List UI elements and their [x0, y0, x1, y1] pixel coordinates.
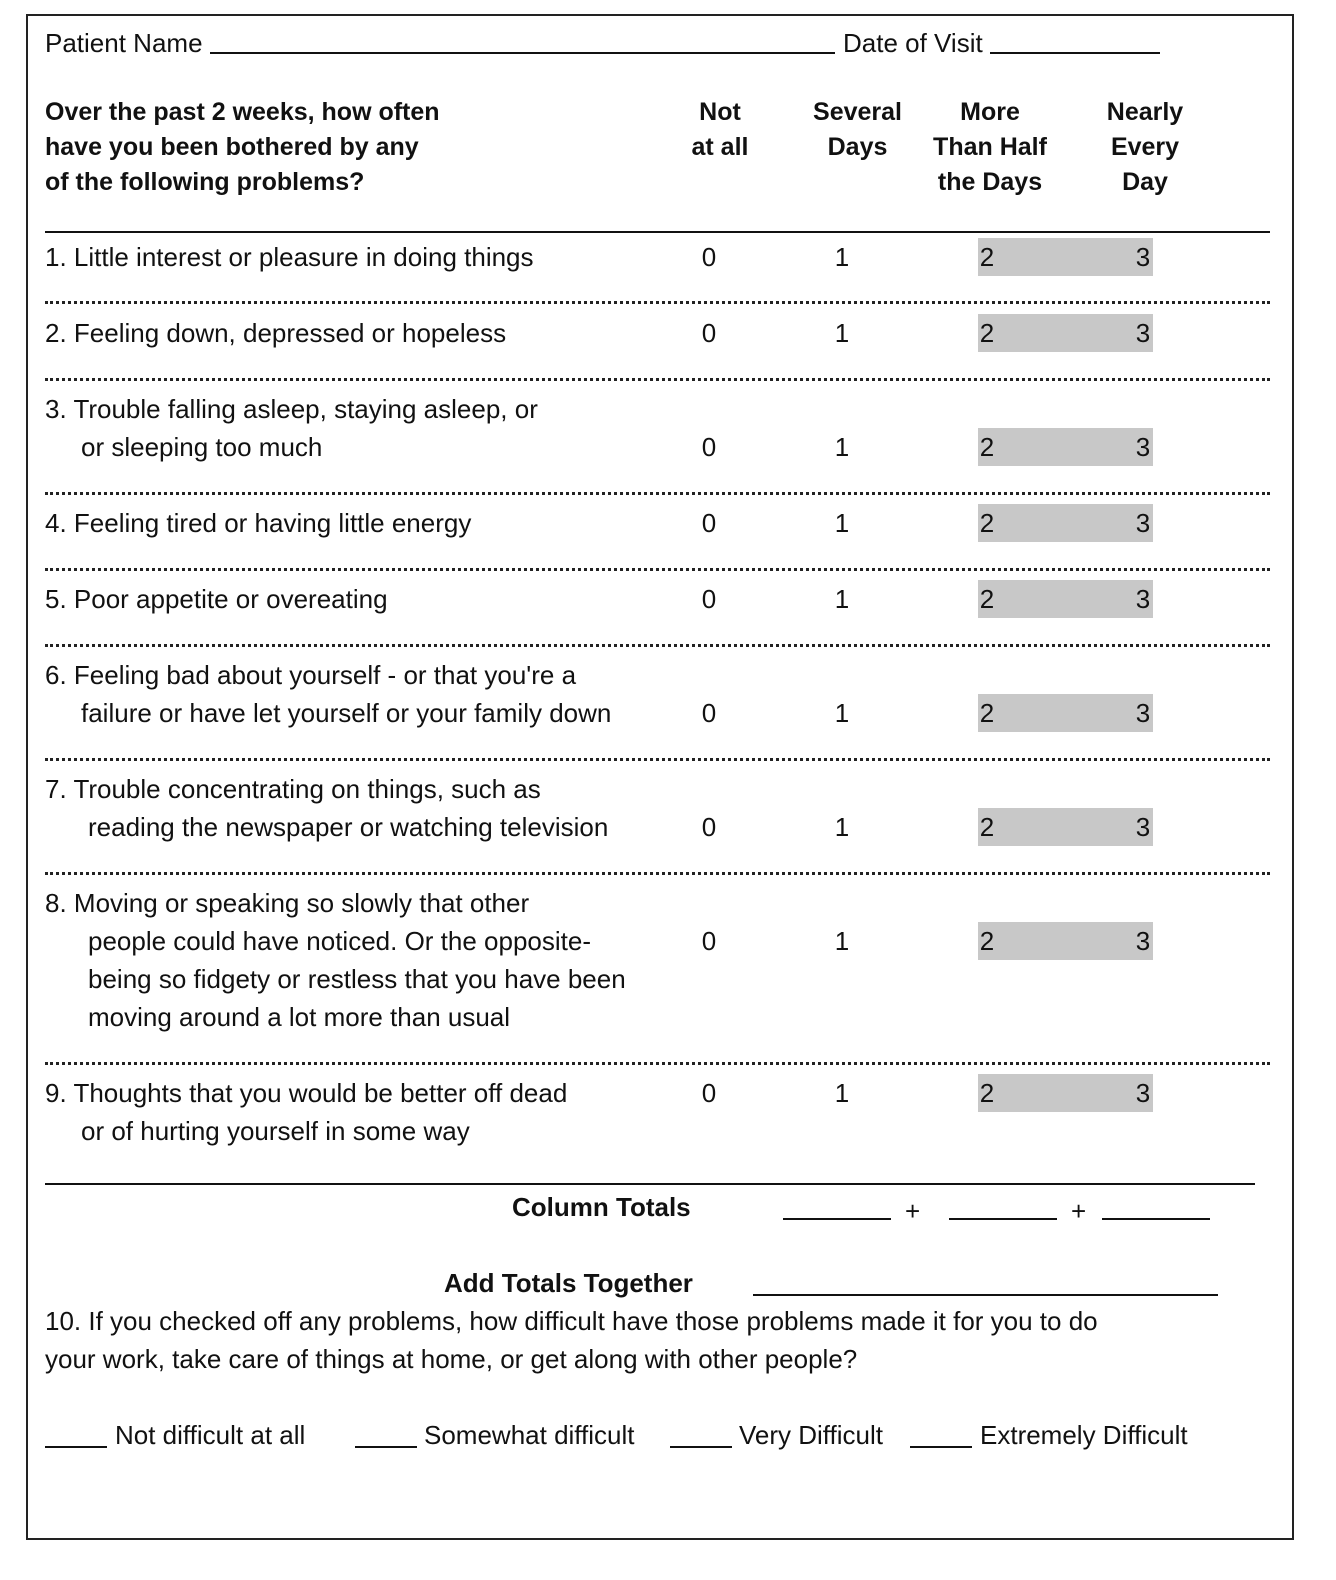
question-item [45, 580, 388, 618]
score-option[interactable]: 2 [979, 432, 995, 462]
score-option[interactable]: 1 [834, 812, 850, 842]
score-option[interactable]: 2 [979, 508, 995, 538]
score-option[interactable]: 0 [701, 812, 717, 842]
question-text: 1. Little interest or pleasure in doing things [45, 242, 534, 272]
score-option[interactable]: 0 [701, 698, 717, 728]
score-option[interactable]: 2 [979, 242, 995, 272]
score-highlight [978, 808, 1153, 846]
question-text: 9. Thoughts that you would be better off dead [45, 1078, 568, 1108]
header-line: Several [813, 98, 902, 126]
score-highlight [978, 238, 1153, 276]
grand-total-field[interactable] [753, 1294, 1218, 1296]
score-highlight [978, 694, 1153, 732]
plus-sign: + [1071, 1196, 1087, 1226]
question-item [45, 238, 534, 276]
score-option[interactable]: 3 [1135, 812, 1151, 842]
header-nearly-every-day [1085, 95, 1205, 200]
question-text: 8. Moving or speaking so slowly that other [45, 888, 530, 918]
prompt-line: have you been bothered by any [45, 133, 419, 161]
difficulty-checkbox[interactable] [910, 1446, 972, 1448]
plus-sign: + [905, 1196, 921, 1226]
header-more-than-half [920, 95, 1060, 200]
score-option[interactable]: 1 [834, 508, 850, 538]
score-option[interactable]: 1 [834, 698, 850, 728]
question-text: 3. Trouble falling asleep, staying asleep, or [45, 394, 538, 424]
add-totals-label: Add Totals Together [444, 1268, 693, 1298]
score-option[interactable]: 1 [834, 926, 850, 956]
question-text: 4. Feeling tired or having little energy [45, 508, 472, 538]
score-option[interactable]: 1 [834, 1078, 850, 1108]
row-divider [45, 378, 1270, 381]
header-not-at-all [660, 95, 780, 165]
question-text: people could have noticed. Or the opposite- [88, 926, 592, 956]
patient-name-field[interactable] [210, 52, 835, 54]
score-highlight [978, 922, 1153, 960]
score-highlight [978, 428, 1153, 466]
header-line: Days [827, 133, 888, 161]
totals-rule [45, 1183, 1255, 1185]
score-option[interactable]: 0 [701, 432, 717, 462]
score-option[interactable]: 1 [834, 318, 850, 348]
score-option[interactable]: 0 [701, 584, 717, 614]
score-option[interactable]: 3 [1135, 508, 1151, 538]
header-line: Not [699, 98, 741, 126]
score-highlight [978, 314, 1153, 352]
difficulty-option: Very Difficult [739, 1420, 884, 1450]
question-10-line: 10. If you checked off any problems, how difficult have those problems made it for you to do [45, 1306, 1098, 1336]
header-line: Day [1122, 168, 1168, 196]
question-text: 2. Feeling down, depressed or hopeless [45, 318, 507, 348]
question-10-line: your work, take care of things at home, or get along with other people? [45, 1344, 858, 1374]
row-divider [45, 644, 1270, 647]
header-line: Than Half [933, 133, 1047, 161]
score-option[interactable]: 3 [1135, 242, 1151, 272]
score-option[interactable]: 3 [1135, 698, 1151, 728]
row-divider [45, 301, 1270, 304]
score-highlight [978, 1074, 1153, 1112]
header-line: Nearly [1106, 98, 1184, 126]
question-item [45, 656, 611, 732]
question-text: moving around a lot more than usual [88, 1002, 511, 1032]
row-divider [45, 872, 1270, 875]
difficulty-option: Somewhat difficult [424, 1420, 635, 1450]
row-divider [45, 1062, 1270, 1065]
row-divider [45, 758, 1270, 761]
row-divider [45, 492, 1270, 495]
date-of-visit-field[interactable] [990, 52, 1160, 54]
column-totals-label: Column Totals [512, 1192, 691, 1222]
column-total-field[interactable] [949, 1218, 1057, 1220]
score-option[interactable]: 3 [1135, 584, 1151, 614]
score-option[interactable]: 3 [1135, 318, 1151, 348]
question-text: 6. Feeling bad about yourself - or that you're a [45, 660, 577, 690]
question-text: failure or have let yourself or your family down [81, 698, 612, 728]
question-prompt [45, 95, 440, 200]
score-option[interactable]: 0 [701, 318, 717, 348]
score-option[interactable]: 0 [701, 1078, 717, 1108]
header-line: Every [1110, 133, 1180, 161]
score-option[interactable]: 0 [701, 508, 717, 538]
header-several-days [800, 95, 915, 165]
question-text: reading the newspaper or watching television [88, 812, 609, 842]
score-option[interactable]: 3 [1135, 926, 1151, 956]
score-option[interactable]: 2 [979, 1078, 995, 1108]
header-line: at all [691, 133, 749, 161]
score-option[interactable]: 1 [834, 432, 850, 462]
score-option[interactable]: 2 [979, 698, 995, 728]
difficulty-option: Not difficult at all [115, 1420, 306, 1450]
question-item [45, 390, 538, 466]
score-option[interactable]: 3 [1135, 1078, 1151, 1108]
header-line: More [960, 98, 1020, 126]
question-item [45, 884, 626, 1036]
score-highlight [978, 504, 1153, 542]
question-item [45, 1074, 567, 1150]
header-line: the Days [937, 168, 1043, 196]
score-option[interactable]: 0 [701, 242, 717, 272]
row-divider [45, 568, 1270, 571]
difficulty-option: Extremely Difficult [980, 1420, 1188, 1450]
score-option[interactable]: 3 [1135, 432, 1151, 462]
difficulty-checkbox[interactable] [355, 1446, 417, 1448]
score-option[interactable]: 2 [979, 926, 995, 956]
question-item [45, 504, 471, 542]
question-10 [45, 1302, 1098, 1378]
column-total-field[interactable] [783, 1218, 891, 1220]
difficulty-checkbox[interactable] [670, 1446, 732, 1448]
question-text: being so fidgety or restless that you have been [88, 964, 626, 994]
question-text: or of hurting yourself in some way [81, 1116, 470, 1146]
prompt-line: of the following problems? [45, 168, 365, 196]
question-text: 5. Poor appetite or overeating [45, 584, 388, 614]
score-option[interactable]: 1 [834, 584, 850, 614]
prompt-line: Over the past 2 weeks, how often [45, 98, 440, 126]
question-text: or sleeping too much [81, 432, 323, 462]
column-total-field[interactable] [1102, 1218, 1210, 1220]
score-option[interactable]: 2 [979, 812, 995, 842]
date-of-visit-label: Date of Visit [843, 28, 983, 58]
score-option[interactable]: 0 [701, 926, 717, 956]
question-item [45, 770, 608, 846]
score-highlight [978, 580, 1153, 618]
question-text: 7. Trouble concentrating on things, such as [45, 774, 541, 804]
score-option[interactable]: 2 [979, 318, 995, 348]
difficulty-checkbox[interactable] [45, 1446, 107, 1448]
question-item [45, 314, 506, 352]
score-option[interactable]: 2 [979, 584, 995, 614]
score-option[interactable]: 1 [834, 242, 850, 272]
header-rule [45, 231, 1270, 233]
patient-name-label: Patient Name [45, 28, 203, 58]
